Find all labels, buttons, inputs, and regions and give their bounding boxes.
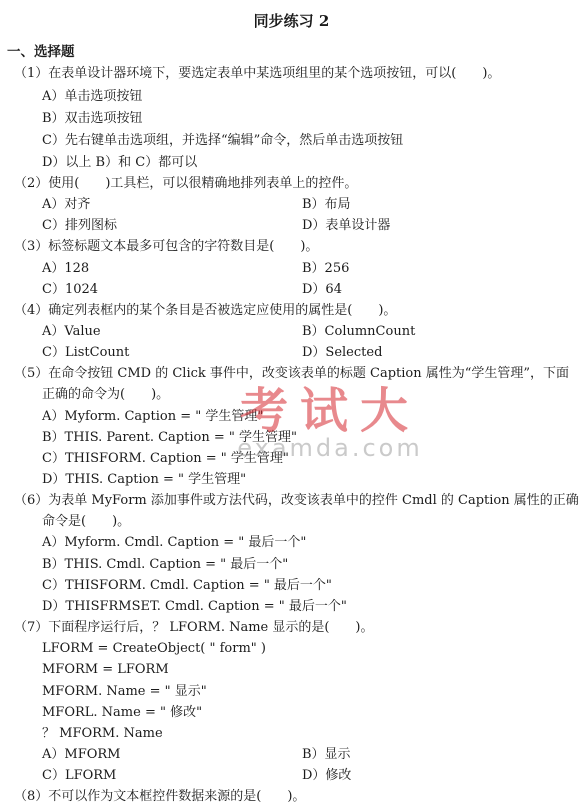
option-text: A）Value [42,324,101,339]
question-text: （3）标签标题文本最多可包含的字符数目是( )。 [14,239,319,254]
question-text: （8）不可以作为文本框控件数据来源的是( )。 [14,789,306,804]
option-text: A）MFORM [42,747,121,762]
option-text: B）双击选项按钮 [42,111,143,126]
option-text: D）THISFRMSET. Cmdl. Caption = " 最后一个" [42,599,347,614]
option-text: A）单击选项按钮 [42,89,143,104]
option-text: A）对齐 [42,197,91,212]
watermark-logo: 考试大 [239,383,420,439]
option-text: A）Myform. Caption = " 学生管理" [42,409,264,424]
option-text: D）64 [302,282,342,297]
option-text: B）ColumnCount [302,324,416,339]
question-text: （6）为表单 MyForm 添加事件或方法代码，改变该表单中的控件 Cmdl 的 Caption 属性的正确 [14,493,579,508]
option-text: B）THIS. Parent. Caption = " 学生管理" [42,430,297,445]
option-text: A）128 [42,261,90,276]
option-text: 正确的命令为( )。 [42,387,170,402]
code-line: ？ MFORM. Name [42,726,163,741]
code-line: MFORM = LFORM [42,662,169,677]
option-text: C）LFORM [42,768,117,783]
question-text: （2）使用( )工具栏，可以很精确地排列表单上的控件。 [14,176,358,191]
option-text: A）Myform. Cmdl. Caption = " 最后一个" [42,535,307,550]
option-text: C）排列图标 [42,218,117,233]
option-text: B）THIS. Cmdl. Caption = " 最后一个" [42,557,289,572]
option-text: C）ListCount [42,345,130,360]
option-text: 命令是( )。 [42,514,131,529]
option-text: B）256 [302,261,350,276]
code-line: MFORL. Name = " 修改" [42,705,203,720]
watermark-url: examda.com [237,434,423,462]
section-heading: 一、选择题 [7,44,75,60]
question-text: （5）在命令按钮 CMD 的 Click 事件中，改变该表单的标题 Caption 属性为“学生管理”，下面 [14,366,570,381]
question-text: （4）确定列表框内的某个条目是否被选定应使用的属性是( )。 [14,303,397,318]
option-text: B）布局 [302,197,351,212]
option-text: D）THIS. Caption = " 学生管理" [42,472,247,487]
option-text: D）Selected [302,345,383,360]
code-line: MFORM. Name = " 显示" [42,684,207,699]
option-text: C）1024 [42,282,99,297]
option-text: D）表单设计器 [302,218,391,233]
option-text: D）以上 B）和 C）都可以 [42,155,198,170]
page-title: 同步练习 2 [253,12,330,30]
option-text: C）THISFORM. Caption = " 学生管理" [42,451,289,466]
option-text: B）显示 [302,747,351,762]
option-text: C）先右键单击选项组，并选择“编辑”命令，然后单击选项按钮 [42,133,404,148]
code-line: LFORM = CreateObject( " form" ) [42,641,266,656]
question-text: （1）在表单设计器环境下，要选定表单中某选项组里的某个选项按钮，可以( )。 [14,66,501,81]
option-text: C）THISFORM. Cmdl. Caption = " 最后一个" [42,578,332,593]
question-text: （7）下面程序运行后，？ LFORM. Name 显示的是( )。 [14,620,374,635]
option-text: D）修改 [302,768,352,783]
